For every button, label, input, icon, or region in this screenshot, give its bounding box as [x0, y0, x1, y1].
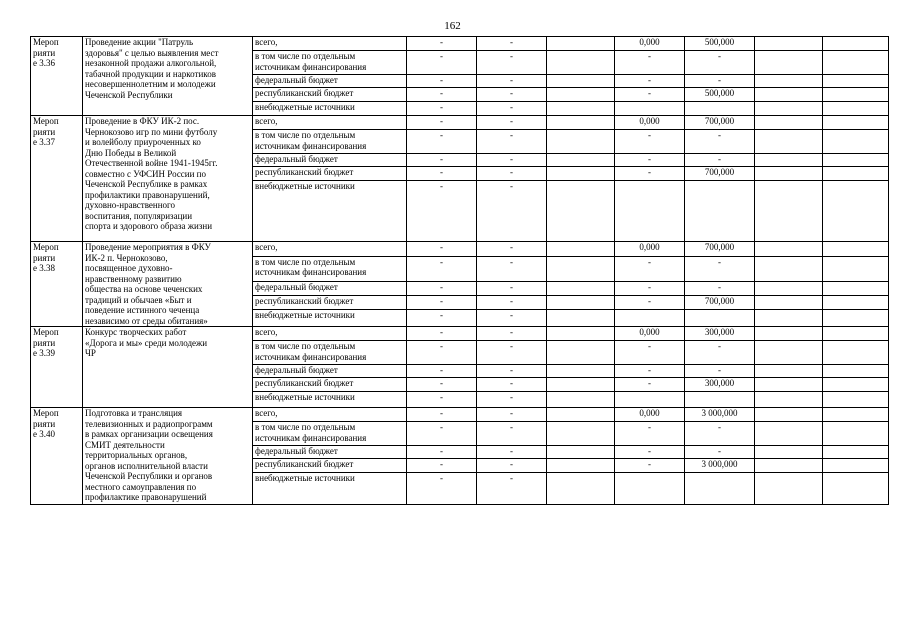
funding-source-total: всего, — [253, 327, 407, 341]
value-cell-year2: - — [477, 365, 547, 378]
page-number: 162 — [444, 20, 461, 32]
value-cell-year1: - — [407, 130, 477, 154]
value-cell-year4: - — [615, 341, 685, 365]
value-cell-year1: - — [407, 281, 477, 295]
table-row — [31, 242, 889, 257]
measure-code-line: е 3.40 — [33, 429, 55, 439]
value-cell-year7 — [823, 130, 889, 154]
value-cell-year1: - — [407, 422, 477, 446]
value-cell-year6 — [755, 392, 823, 408]
value-cell-year3 — [547, 473, 615, 505]
value-cell-year1: - — [407, 365, 477, 378]
value-cell-year3 — [547, 341, 615, 365]
funding-source-total: всего, — [253, 408, 407, 422]
value-cell-year3 — [547, 88, 615, 102]
measure-code-line: Мероп — [33, 242, 59, 252]
value-cell-year4: 0,000 — [615, 37, 685, 51]
value-cell-year1: - — [407, 181, 477, 242]
value-cell-year2: - — [477, 473, 547, 505]
measure-description-line: ЧР — [85, 348, 96, 358]
value-cell-year6 — [755, 102, 823, 116]
value-cell-year2: - — [477, 116, 547, 130]
measure-description-line: посвященное духовно- — [85, 263, 173, 273]
value-cell-year4: - — [615, 295, 685, 310]
value-cell-year4 — [615, 102, 685, 116]
measure-description — [83, 408, 253, 505]
value-cell-year1: - — [407, 392, 477, 408]
value-cell-year1: - — [407, 295, 477, 310]
value-cell-year7 — [823, 310, 889, 327]
measure-description-line: «Дорога и мы» среди молодежи — [85, 337, 208, 348]
value-cell-year2: - — [477, 88, 547, 102]
value-cell-year3 — [547, 116, 615, 130]
value-cell-year1: - — [407, 51, 477, 75]
measure-description-line: независимо от среды обитания» — [85, 315, 208, 326]
value-cell-year7 — [823, 365, 889, 378]
value-cell-year2: - — [477, 242, 547, 257]
measure-description-line: незаконной продажи алкогольной, — [85, 58, 217, 68]
value-cell-year5: 300,000 — [685, 378, 755, 392]
value-cell-year7 — [823, 459, 889, 473]
value-cell-year6 — [755, 459, 823, 473]
funding-source-republic: республиканский бюджет — [253, 167, 407, 181]
value-cell-year6 — [755, 37, 823, 51]
value-cell-year3 — [547, 459, 615, 473]
value-cell-year3 — [547, 51, 615, 75]
value-cell-year5: 700,000 — [685, 167, 755, 181]
value-cell-year6 — [755, 167, 823, 181]
measure-description-line: и волейболу приуроченных ко — [85, 137, 201, 147]
funding-source-republic: республиканский бюджет — [253, 378, 407, 392]
funding-source-extra: внебюджетные источники — [253, 181, 407, 242]
funding-source-line: в том числе по отдельным — [255, 130, 356, 140]
value-cell-year1: - — [407, 102, 477, 116]
table-row — [31, 408, 889, 422]
value-cell-year1: - — [407, 446, 477, 459]
measure-description-line: Проведение в ФКУ ИК-2 пос. — [85, 116, 200, 126]
funding-source-republic: республиканский бюджет — [253, 459, 407, 473]
value-cell-year3 — [547, 281, 615, 295]
value-cell-year2: - — [477, 154, 547, 167]
value-cell-year7 — [823, 446, 889, 459]
funding-source-line: источникам финансирования — [255, 432, 367, 443]
measure-description-line: воспитания, популяризации — [85, 210, 193, 221]
value-cell-year3 — [547, 181, 615, 242]
value-cell-year1: - — [407, 116, 477, 130]
funding-source-incl — [253, 422, 407, 446]
measure-code — [31, 242, 83, 327]
value-cell-year5: - — [685, 154, 755, 167]
value-cell-year4: - — [615, 88, 685, 102]
measure-description-line: совместно с УФСИН России по — [85, 168, 207, 179]
value-cell-year6 — [755, 422, 823, 446]
value-cell-year4: - — [615, 281, 685, 295]
value-cell-year3 — [547, 102, 615, 116]
measure-description-line: традиций и обычаев «Быт и — [85, 294, 192, 305]
value-cell-year7 — [823, 154, 889, 167]
value-cell-year7 — [823, 295, 889, 310]
value-cell-year5: - — [685, 51, 755, 75]
funding-source-federal: федеральный бюджет — [253, 281, 407, 295]
value-cell-year6 — [755, 446, 823, 459]
value-cell-year4: - — [615, 422, 685, 446]
value-cell-year3 — [547, 242, 615, 257]
value-cell-year2: - — [477, 181, 547, 242]
value-cell-year2: - — [477, 130, 547, 154]
value-cell-year2: - — [477, 256, 547, 281]
value-cell-year5: - — [685, 365, 755, 378]
value-cell-year7 — [823, 37, 889, 51]
measure-description-line: профилактики правонарушений, — [85, 189, 210, 200]
funding-source-federal: федеральный бюджет — [253, 154, 407, 167]
value-cell-year4: - — [615, 446, 685, 459]
value-cell-year5: 700,000 — [685, 295, 755, 310]
measure-code-line: рияти — [33, 126, 56, 137]
value-cell-year4: - — [615, 459, 685, 473]
funding-source-incl — [253, 51, 407, 75]
value-cell-year3 — [547, 75, 615, 88]
value-cell-year5: - — [685, 341, 755, 365]
value-cell-year4: 0,000 — [615, 408, 685, 422]
value-cell-year7 — [823, 378, 889, 392]
value-cell-year5: - — [685, 281, 755, 295]
value-cell-year2: - — [477, 378, 547, 392]
value-cell-year4: - — [615, 365, 685, 378]
value-cell-year6 — [755, 408, 823, 422]
value-cell-year3 — [547, 154, 615, 167]
measure-description-line: СМИТ деятельности — [85, 439, 165, 450]
funding-source-line: источникам финансирования — [255, 267, 367, 278]
value-cell-year7 — [823, 116, 889, 130]
measure-description — [83, 327, 253, 408]
funding-source-total: всего, — [253, 242, 407, 257]
value-cell-year3 — [547, 295, 615, 310]
value-cell-year7 — [823, 256, 889, 281]
funding-source-total: всего, — [253, 37, 407, 51]
funding-source-republic: республиканский бюджет — [253, 295, 407, 310]
funding-source-extra: внебюджетные источники — [253, 102, 407, 116]
value-cell-year2: - — [477, 392, 547, 408]
measure-code-line: Мероп — [33, 116, 59, 126]
value-cell-year7 — [823, 102, 889, 116]
value-cell-year7 — [823, 341, 889, 365]
value-cell-year1: - — [407, 310, 477, 327]
funding-source-extra: внебюджетные источники — [253, 310, 407, 327]
measure-description-line: профилактике правонарушений — [85, 492, 207, 502]
value-cell-year4: - — [615, 378, 685, 392]
measure-code-line: рияти — [33, 418, 56, 429]
value-cell-year2: - — [477, 51, 547, 75]
value-cell-year7 — [823, 167, 889, 181]
value-cell-year5: - — [685, 422, 755, 446]
value-cell-year2: - — [477, 446, 547, 459]
measure-description-line: Дню Победы в Великой — [85, 147, 177, 158]
value-cell-year5: 700,000 — [685, 116, 755, 130]
measure-code-line: Мероп — [33, 327, 59, 337]
value-cell-year4 — [615, 392, 685, 408]
value-cell-year4: 0,000 — [615, 116, 685, 130]
measure-description-line: телевизионных и радиопрограмм — [85, 418, 213, 429]
measure-code — [31, 327, 83, 408]
value-cell-year1: - — [407, 408, 477, 422]
value-cell-year3 — [547, 327, 615, 341]
measure-description-line: духовно-нравственного — [85, 200, 176, 210]
value-cell-year6 — [755, 256, 823, 281]
value-cell-year6 — [755, 88, 823, 102]
value-cell-year5: - — [685, 130, 755, 154]
value-cell-year7 — [823, 88, 889, 102]
value-cell-year3 — [547, 392, 615, 408]
measure-description-line: общества на основе чеченских — [85, 284, 203, 294]
value-cell-year7 — [823, 181, 889, 242]
funding-source-incl — [253, 341, 407, 365]
value-cell-year5: 500,000 — [685, 37, 755, 51]
value-cell-year4: 0,000 — [615, 327, 685, 341]
value-cell-year6 — [755, 310, 823, 327]
funding-source-incl — [253, 256, 407, 281]
measure-code — [31, 37, 83, 116]
value-cell-year6 — [755, 51, 823, 75]
funding-source-line: в том числе по отдельным — [255, 51, 356, 61]
value-cell-year5: 3 000,000 — [685, 408, 755, 422]
funding-source-line: источникам финансирования — [255, 140, 367, 151]
value-cell-year7 — [823, 392, 889, 408]
funding-source-incl — [253, 130, 407, 154]
value-cell-year4: 0,000 — [615, 242, 685, 257]
value-cell-year5 — [685, 310, 755, 327]
value-cell-year7 — [823, 408, 889, 422]
value-cell-year6 — [755, 181, 823, 242]
value-cell-year6 — [755, 473, 823, 505]
value-cell-year2: - — [477, 459, 547, 473]
measure-description-line: нравственному развитию — [85, 273, 182, 284]
measure-description-line: Чеченской Республики и органов — [85, 471, 213, 481]
value-cell-year3 — [547, 378, 615, 392]
measure-description-line: табачной продукции и наркотиков — [85, 68, 216, 79]
value-cell-year1: - — [407, 459, 477, 473]
measure-code-line: Мероп — [33, 408, 59, 418]
value-cell-year1: - — [407, 37, 477, 51]
value-cell-year2: - — [477, 37, 547, 51]
measure-description — [83, 116, 253, 242]
value-cell-year2: - — [477, 295, 547, 310]
value-cell-year1: - — [407, 88, 477, 102]
value-cell-year3 — [547, 422, 615, 446]
measure-description-line: спорта и здорового образа жизни — [85, 221, 213, 231]
value-cell-year1: - — [407, 256, 477, 281]
measure-code-line: Мероп — [33, 37, 59, 47]
value-cell-year5: 300,000 — [685, 327, 755, 341]
value-cell-year6 — [755, 327, 823, 341]
measure-code-line: рияти — [33, 252, 56, 263]
value-cell-year1: - — [407, 242, 477, 257]
measure-description-line: местного самоуправления по — [85, 481, 197, 492]
value-cell-year5: 700,000 — [685, 242, 755, 257]
value-cell-year7 — [823, 75, 889, 88]
value-cell-year3 — [547, 130, 615, 154]
value-cell-year3 — [547, 37, 615, 51]
value-cell-year7 — [823, 473, 889, 505]
financing-table — [30, 36, 889, 505]
value-cell-year5: - — [685, 256, 755, 281]
value-cell-year7 — [823, 51, 889, 75]
funding-source-extra: внебюджетные источники — [253, 473, 407, 505]
value-cell-year2: - — [477, 422, 547, 446]
value-cell-year2: - — [477, 341, 547, 365]
value-cell-year7 — [823, 281, 889, 295]
funding-source-federal: федеральный бюджет — [253, 75, 407, 88]
measure-description-line: Отечественной войне 1941-1945гг. — [85, 158, 218, 168]
value-cell-year7 — [823, 327, 889, 341]
funding-source-line: источникам финансирования — [255, 61, 367, 72]
measure-description-line: Чеченской Республике в рамках — [85, 179, 208, 189]
measure-code-line: рияти — [33, 47, 56, 58]
funding-source-line: в том числе по отдельным — [255, 422, 356, 432]
value-cell-year6 — [755, 130, 823, 154]
value-cell-year4: - — [615, 154, 685, 167]
value-cell-year3 — [547, 446, 615, 459]
measure-description-line: несовершеннолетним и молодежи — [85, 79, 216, 89]
value-cell-year4: - — [615, 256, 685, 281]
funding-source-line: в том числе по отдельным — [255, 256, 356, 267]
measure-description-line: территориальных органов, — [85, 450, 188, 460]
value-cell-year4 — [615, 310, 685, 327]
value-cell-year6 — [755, 116, 823, 130]
funding-source-line: источникам финансирования — [255, 351, 367, 362]
value-cell-year1: - — [407, 341, 477, 365]
value-cell-year6 — [755, 154, 823, 167]
value-cell-year6 — [755, 281, 823, 295]
value-cell-year3 — [547, 408, 615, 422]
funding-source-extra: внебюджетные источники — [253, 392, 407, 408]
value-cell-year6 — [755, 365, 823, 378]
value-cell-year4 — [615, 181, 685, 242]
value-cell-year1: - — [407, 327, 477, 341]
value-cell-year5 — [685, 473, 755, 505]
measure-description-line: Чернокозово игр по мини футболу — [85, 126, 218, 137]
measure-description-line: здоровья" с целью выявления мест — [85, 47, 219, 58]
measure-description-line: Подготовка и трансляция — [85, 408, 183, 418]
measure-code — [31, 116, 83, 242]
value-cell-year3 — [547, 365, 615, 378]
funding-source-republic: республиканский бюджет — [253, 88, 407, 102]
value-cell-year1: - — [407, 378, 477, 392]
value-cell-year3 — [547, 167, 615, 181]
table-row — [31, 116, 889, 130]
value-cell-year3 — [547, 310, 615, 327]
value-cell-year5: 500,000 — [685, 88, 755, 102]
funding-source-federal: федеральный бюджет — [253, 365, 407, 378]
value-cell-year2: - — [477, 310, 547, 327]
measure-description-line: Конкурс творческих работ — [85, 327, 187, 337]
value-cell-year2: - — [477, 281, 547, 295]
value-cell-year6 — [755, 341, 823, 365]
measure-code-line: е 3.36 — [33, 58, 55, 68]
value-cell-year4: - — [615, 167, 685, 181]
value-cell-year2: - — [477, 327, 547, 341]
value-cell-year7 — [823, 242, 889, 257]
value-cell-year4: - — [615, 51, 685, 75]
value-cell-year3 — [547, 256, 615, 281]
measure-description-line: Проведение мероприятия в ФКУ — [85, 242, 211, 252]
value-cell-year5 — [685, 102, 755, 116]
table-row — [31, 327, 889, 341]
value-cell-year2: - — [477, 102, 547, 116]
measure-description-line: в рамках организации освещения — [85, 429, 213, 439]
measure-code-line: е 3.38 — [33, 263, 55, 273]
value-cell-year5: - — [685, 75, 755, 88]
value-cell-year5: - — [685, 446, 755, 459]
measure-description-line: органов исполнительной власти — [85, 460, 208, 471]
value-cell-year5: 3 000,000 — [685, 459, 755, 473]
value-cell-year2: - — [477, 75, 547, 88]
measure-code-line: е 3.37 — [33, 137, 55, 147]
measure-description-line: ИК-2 п. Чернокозово, — [85, 252, 168, 263]
measure-description-line: Проведение акции "Патруль — [85, 37, 194, 47]
measure-code-line: е 3.39 — [33, 348, 55, 358]
value-cell-year4 — [615, 473, 685, 505]
value-cell-year6 — [755, 295, 823, 310]
table-row — [31, 37, 889, 51]
measure-description — [83, 37, 253, 116]
measure-description-line: Чеченской Республики — [85, 89, 173, 100]
measure-code — [31, 408, 83, 505]
value-cell-year1: - — [407, 154, 477, 167]
value-cell-year4: - — [615, 75, 685, 88]
value-cell-year1: - — [407, 75, 477, 88]
value-cell-year4: - — [615, 130, 685, 154]
value-cell-year7 — [823, 422, 889, 446]
measure-description-line: поведение истинного чеченца — [85, 305, 200, 315]
funding-source-federal: федеральный бюджет — [253, 446, 407, 459]
value-cell-year6 — [755, 378, 823, 392]
value-cell-year2: - — [477, 167, 547, 181]
value-cell-year1: - — [407, 167, 477, 181]
value-cell-year6 — [755, 242, 823, 257]
measure-description — [83, 242, 253, 327]
funding-source-line: в том числе по отдельным — [255, 341, 356, 351]
value-cell-year2: - — [477, 408, 547, 422]
value-cell-year6 — [755, 75, 823, 88]
measure-code-line: рияти — [33, 337, 56, 348]
value-cell-year1: - — [407, 473, 477, 505]
funding-source-total: всего, — [253, 116, 407, 130]
value-cell-year5 — [685, 392, 755, 408]
value-cell-year5 — [685, 181, 755, 242]
